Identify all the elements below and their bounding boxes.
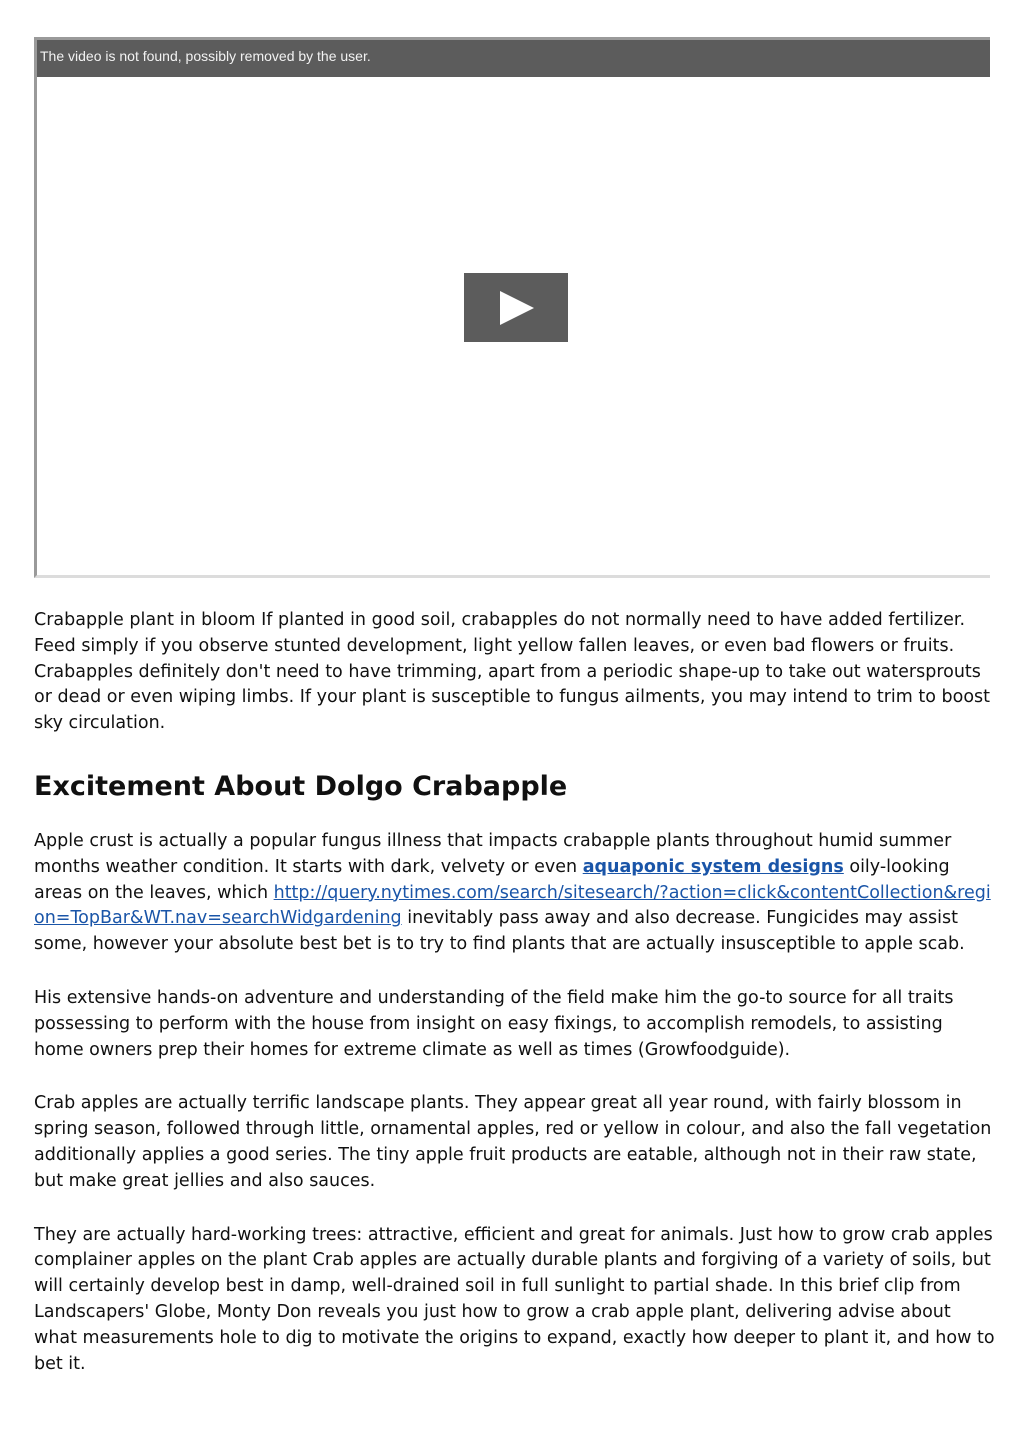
aquaponic-link[interactable]: aquaponic system designs bbox=[582, 856, 844, 877]
play-button[interactable] bbox=[464, 273, 568, 342]
paragraph-bloom: Crabapple plant in bloom If planted in good soil, crabapples do not normally need to have added fertilizer. Feed simply if you observe stunted development, light yellow fallen leaves, or even bad flowers or fruits. Crabapples definitely don't need to have trimming, apart from a periodic shape-up to take out watersprouts or dead or even wiping limbs. If your plant is susceptible to fungus ailments, you may intend to trim to boost sky circulation. bbox=[34, 610, 991, 734]
article-body bbox=[34, 608, 996, 1405]
paragraph-text: oily-looking areas on the leaves, which bbox=[34, 856, 950, 903]
play-icon bbox=[500, 291, 534, 325]
video-error-bar bbox=[37, 40, 990, 77]
paragraph-apple-scab bbox=[34, 829, 996, 958]
paragraph-text: Apple crust is actually a popular fungus illness that impacts crabapple plants throughout humid summer months weather condition. It starts with dark, velvety or even bbox=[34, 830, 952, 877]
paragraph-expertise: His extensive hands-on adventure and understanding of the field make him the go-to source for all traits possessing to perform with the house from insight on easy fixings, to accomplish remodels, to assisting home owners prep their homes for extreme climate as well as times (Growfoodguide). bbox=[34, 987, 954, 1060]
paragraph-hardworking-trees: They are actually hard-working trees: attractive, efficient and great for animals. Just how to grow crab apples complainer apples on the plant Crab apples are actually durable plants and forgiving of a variety of soils, but will certainly develop best in damp, well-drained soil in full sunlight to partial shade. In this brief clip from Landscapers' Globe, Monty Don reveals you just how to grow a crab apple plant, delivering advise about what measurements hole to dig to motivate the origins to expand, exactly how deeper to plant it, and how to bet it. bbox=[34, 1224, 995, 1374]
paragraph-text: inevitably pass away and also decrease. Fungicides may assist some, however your absolute best bet is to try to find plants that are actually insusceptible to apple scab. bbox=[34, 908, 965, 955]
section-heading: Excitement About Dolgo Crabapple bbox=[34, 770, 568, 802]
paragraph-landscape: Crab apples are actually terrific landscape plants. They appear great all year round, with fairly blossom in spring season, followed through little, ornamental apples, red or yellow in colour, and also the fall vegetation additionally applies a good series. The tiny apple fruit products are eatable, although not in their raw state, but make great jellies and also sauces. bbox=[34, 1093, 992, 1191]
video-error-message: The video is not found, possibly removed by the user. bbox=[40, 48, 371, 64]
video-embed[interactable] bbox=[34, 37, 990, 578]
nytimes-url-link[interactable]: http://query.nytimes.com/search/sitesearch/?action=click&contentCollection&region=TopBar&WT.nav=searchWidgardening bbox=[34, 882, 991, 929]
